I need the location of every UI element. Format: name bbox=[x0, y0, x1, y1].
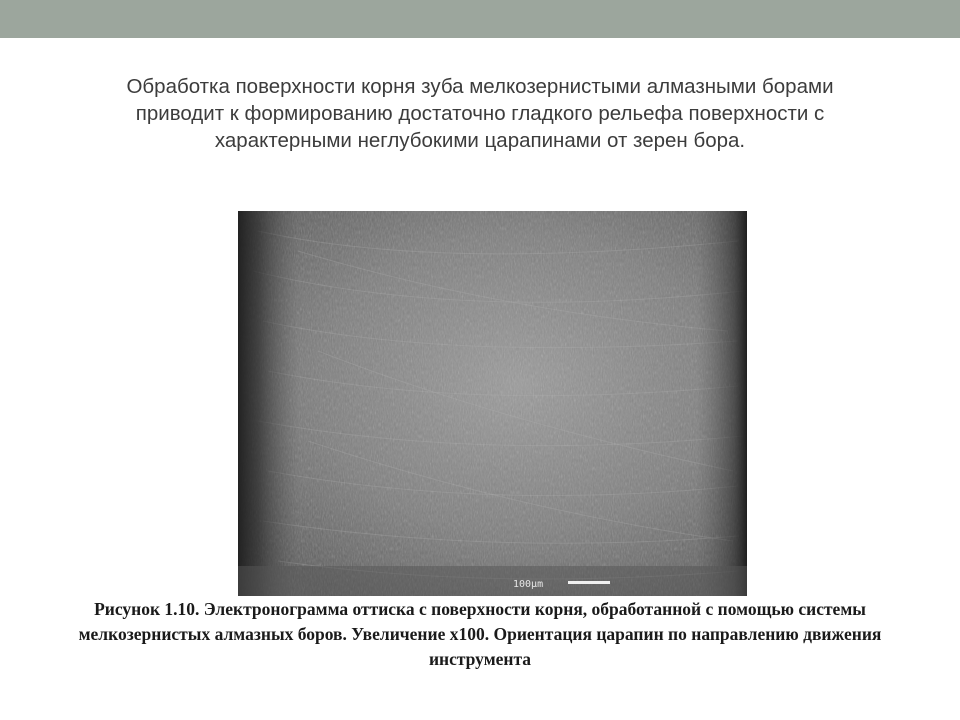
intro-line: приводит к формированию достаточно гладкого рельефа поверхности с bbox=[135, 102, 825, 125]
caption-line: Рисунок 1.10. Электронограмма оттиска с поверхности корня, обработанной с помощью системы bbox=[94, 599, 866, 619]
electron-micrograph bbox=[238, 211, 747, 596]
slide-header-bar bbox=[0, 0, 960, 38]
intro-text bbox=[60, 73, 900, 154]
caption-line: мелкозернистых алмазных боров. Увеличение x100. Ориентация царапин по направлению движения bbox=[78, 624, 882, 644]
micrograph-image bbox=[238, 211, 747, 596]
figure-caption bbox=[20, 597, 940, 672]
intro-line: Обработка поверхности корня зуба мелкозернистыми алмазными борами bbox=[126, 75, 834, 98]
caption-line: инструмента bbox=[428, 649, 532, 669]
scale-bar-label: 100μm bbox=[513, 579, 544, 590]
intro-line: характерными неглубокими царапинами от зерен бора. bbox=[214, 129, 746, 152]
